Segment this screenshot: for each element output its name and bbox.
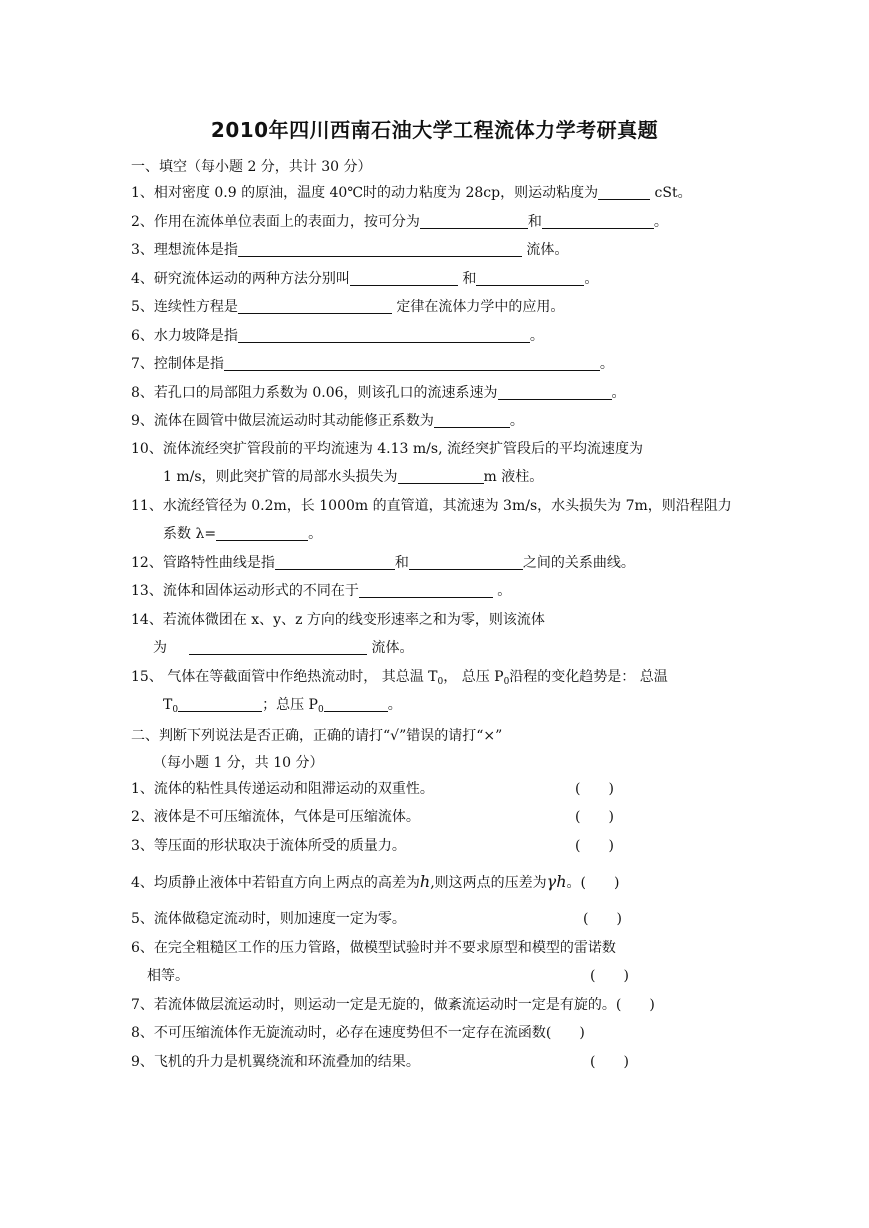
- judge-item-6: 6、在完全粗糙区工作的压力管路，做模型试验时并不要求原型和模型的雷诺数: [131, 940, 616, 956]
- question-7: 7、控制体是指 。: [131, 356, 614, 372]
- judge-item-3: 3、等压面的形状取决于流体所受的质量力。: [131, 838, 406, 854]
- answer-parens[interactable]: ( ): [575, 809, 614, 825]
- answer-parens[interactable]: ( ): [590, 1054, 629, 1070]
- judge-item-1: 1、流体的粘性具传递运动和阻滞运动的双重性。: [131, 781, 434, 797]
- question-3: 3、理想流体是指 流体。: [131, 242, 569, 258]
- judge-item-4: 4、均质静止液体中若铅直方向上两点的高差为h,则这两点的压差为γh。( ): [131, 872, 620, 891]
- answer-parens[interactable]: ( ): [590, 968, 629, 984]
- question-12: 12、管路特性曲线是指 和 之间的关系曲线。: [131, 555, 635, 571]
- answer-blank[interactable]: [238, 299, 392, 314]
- answer-parens[interactable]: ( ): [575, 838, 614, 854]
- answer-blank[interactable]: [178, 697, 262, 712]
- question-8: 8、若孔口的局部阻力系数为 0.06，则该孔口的流速系速为 。: [131, 385, 626, 401]
- answer-parens[interactable]: ( ): [583, 911, 622, 927]
- question-11: 11、水流经管径为 0.2m，长 1000m 的直管道，其流速为 3m/s，水头损失为 7m，则沿程阻力: [131, 498, 732, 514]
- question-4: 4、研究流体运动的两种方法分别叫 和 。: [131, 271, 599, 287]
- answer-blank[interactable]: [598, 185, 650, 200]
- judge-item-2: 2、液体是不可压缩流体，气体是可压缩流体。: [131, 809, 420, 825]
- question-9: 9、流体在圆管中做层流运动时其动能修正系数为 。: [131, 413, 524, 429]
- answer-blank[interactable]: [275, 555, 395, 570]
- question-1: 1、相对密度 0.9 的原油，温度 40℃时的动力粘度为 28cp，则运动粘度为 cSt。: [131, 185, 692, 201]
- section2-note: （每小题 1 分，共 10 分）: [153, 755, 324, 771]
- answer-blank[interactable]: [409, 555, 523, 570]
- page-title: 2010年四川西南石油大学工程流体力学考研真题: [210, 118, 659, 142]
- judge-item-6-cont: 相等。: [147, 968, 189, 984]
- judge-item-7: 7、若流体做层流运动时，则运动一定是无旋的，做紊流运动时一定是有旋的。( ): [131, 997, 655, 1013]
- question-2: 2、作用在流体单位表面上的表面力，按可分为 和 。: [131, 214, 668, 230]
- answer-parens[interactable]: ( ): [545, 1025, 585, 1041]
- judge-item-9: 9、飞机的升力是机翼绕流和环流叠加的结果。: [131, 1054, 420, 1070]
- question-15-cont: $T_0$ ；总压 $P_0$ 。: [163, 697, 402, 715]
- question-5: 5、连续性方程是 定律在流体力学中的应用。: [131, 299, 565, 315]
- question-11-cont: 系数 λ= 。: [163, 526, 323, 542]
- question-13: 13、流体和固体运动形式的不同在于 。: [131, 583, 512, 599]
- question-14-cont: 为 流体。: [153, 640, 414, 656]
- question-6: 6、水力坡降是指 。: [131, 328, 544, 344]
- answer-blank[interactable]: [324, 697, 388, 712]
- judge-item-5: 5、流体做稳定流动时，则加速度一定为零。: [131, 911, 406, 927]
- answer-blank[interactable]: [476, 271, 584, 286]
- answer-blank[interactable]: [498, 385, 612, 400]
- answer-blank[interactable]: [189, 640, 367, 655]
- answer-blank[interactable]: [398, 469, 484, 484]
- section2-heading: 二、判断下列说法是否正确，正确的请打“√”错误的请打“×”: [131, 728, 503, 744]
- question-15: 15、 气体在等截面管中作绝热流动时， 其总温 $T_0$， 总压 $P_0$沿程的变化趋势是： 总温: [131, 669, 668, 687]
- answer-blank[interactable]: [434, 413, 510, 428]
- section1-heading: 一、填空（每小题 2 分，共计 30 分）: [131, 159, 372, 175]
- judge-item-8: 8、不可压缩流体作无旋流动时，必存在速度势但不一定存在流函数( ): [131, 1025, 585, 1041]
- answer-blank[interactable]: [216, 526, 308, 541]
- answer-blank[interactable]: [238, 242, 522, 257]
- answer-parens[interactable]: ( ): [575, 781, 614, 797]
- question-14: 14、若流体微团在 x、y、z 方向的线变形速率之和为零，则该流体: [131, 612, 545, 628]
- answer-blank[interactable]: [359, 583, 493, 598]
- question-10: 10、流体流经突扩管段前的平均流速为 4.13 m/s, 流经突扩管段后的平均流速度为: [131, 441, 643, 457]
- answer-parens[interactable]: ( ): [580, 875, 620, 891]
- answer-blank[interactable]: [224, 356, 600, 371]
- answer-blank[interactable]: [238, 328, 530, 343]
- answer-blank[interactable]: [420, 214, 528, 229]
- answer-parens[interactable]: ( ): [615, 997, 655, 1013]
- answer-blank[interactable]: [542, 214, 654, 229]
- question-10-cont: 1 m/s，则此突扩管的局部水头损失为 m 液柱。: [163, 469, 544, 485]
- answer-blank[interactable]: [350, 271, 458, 286]
